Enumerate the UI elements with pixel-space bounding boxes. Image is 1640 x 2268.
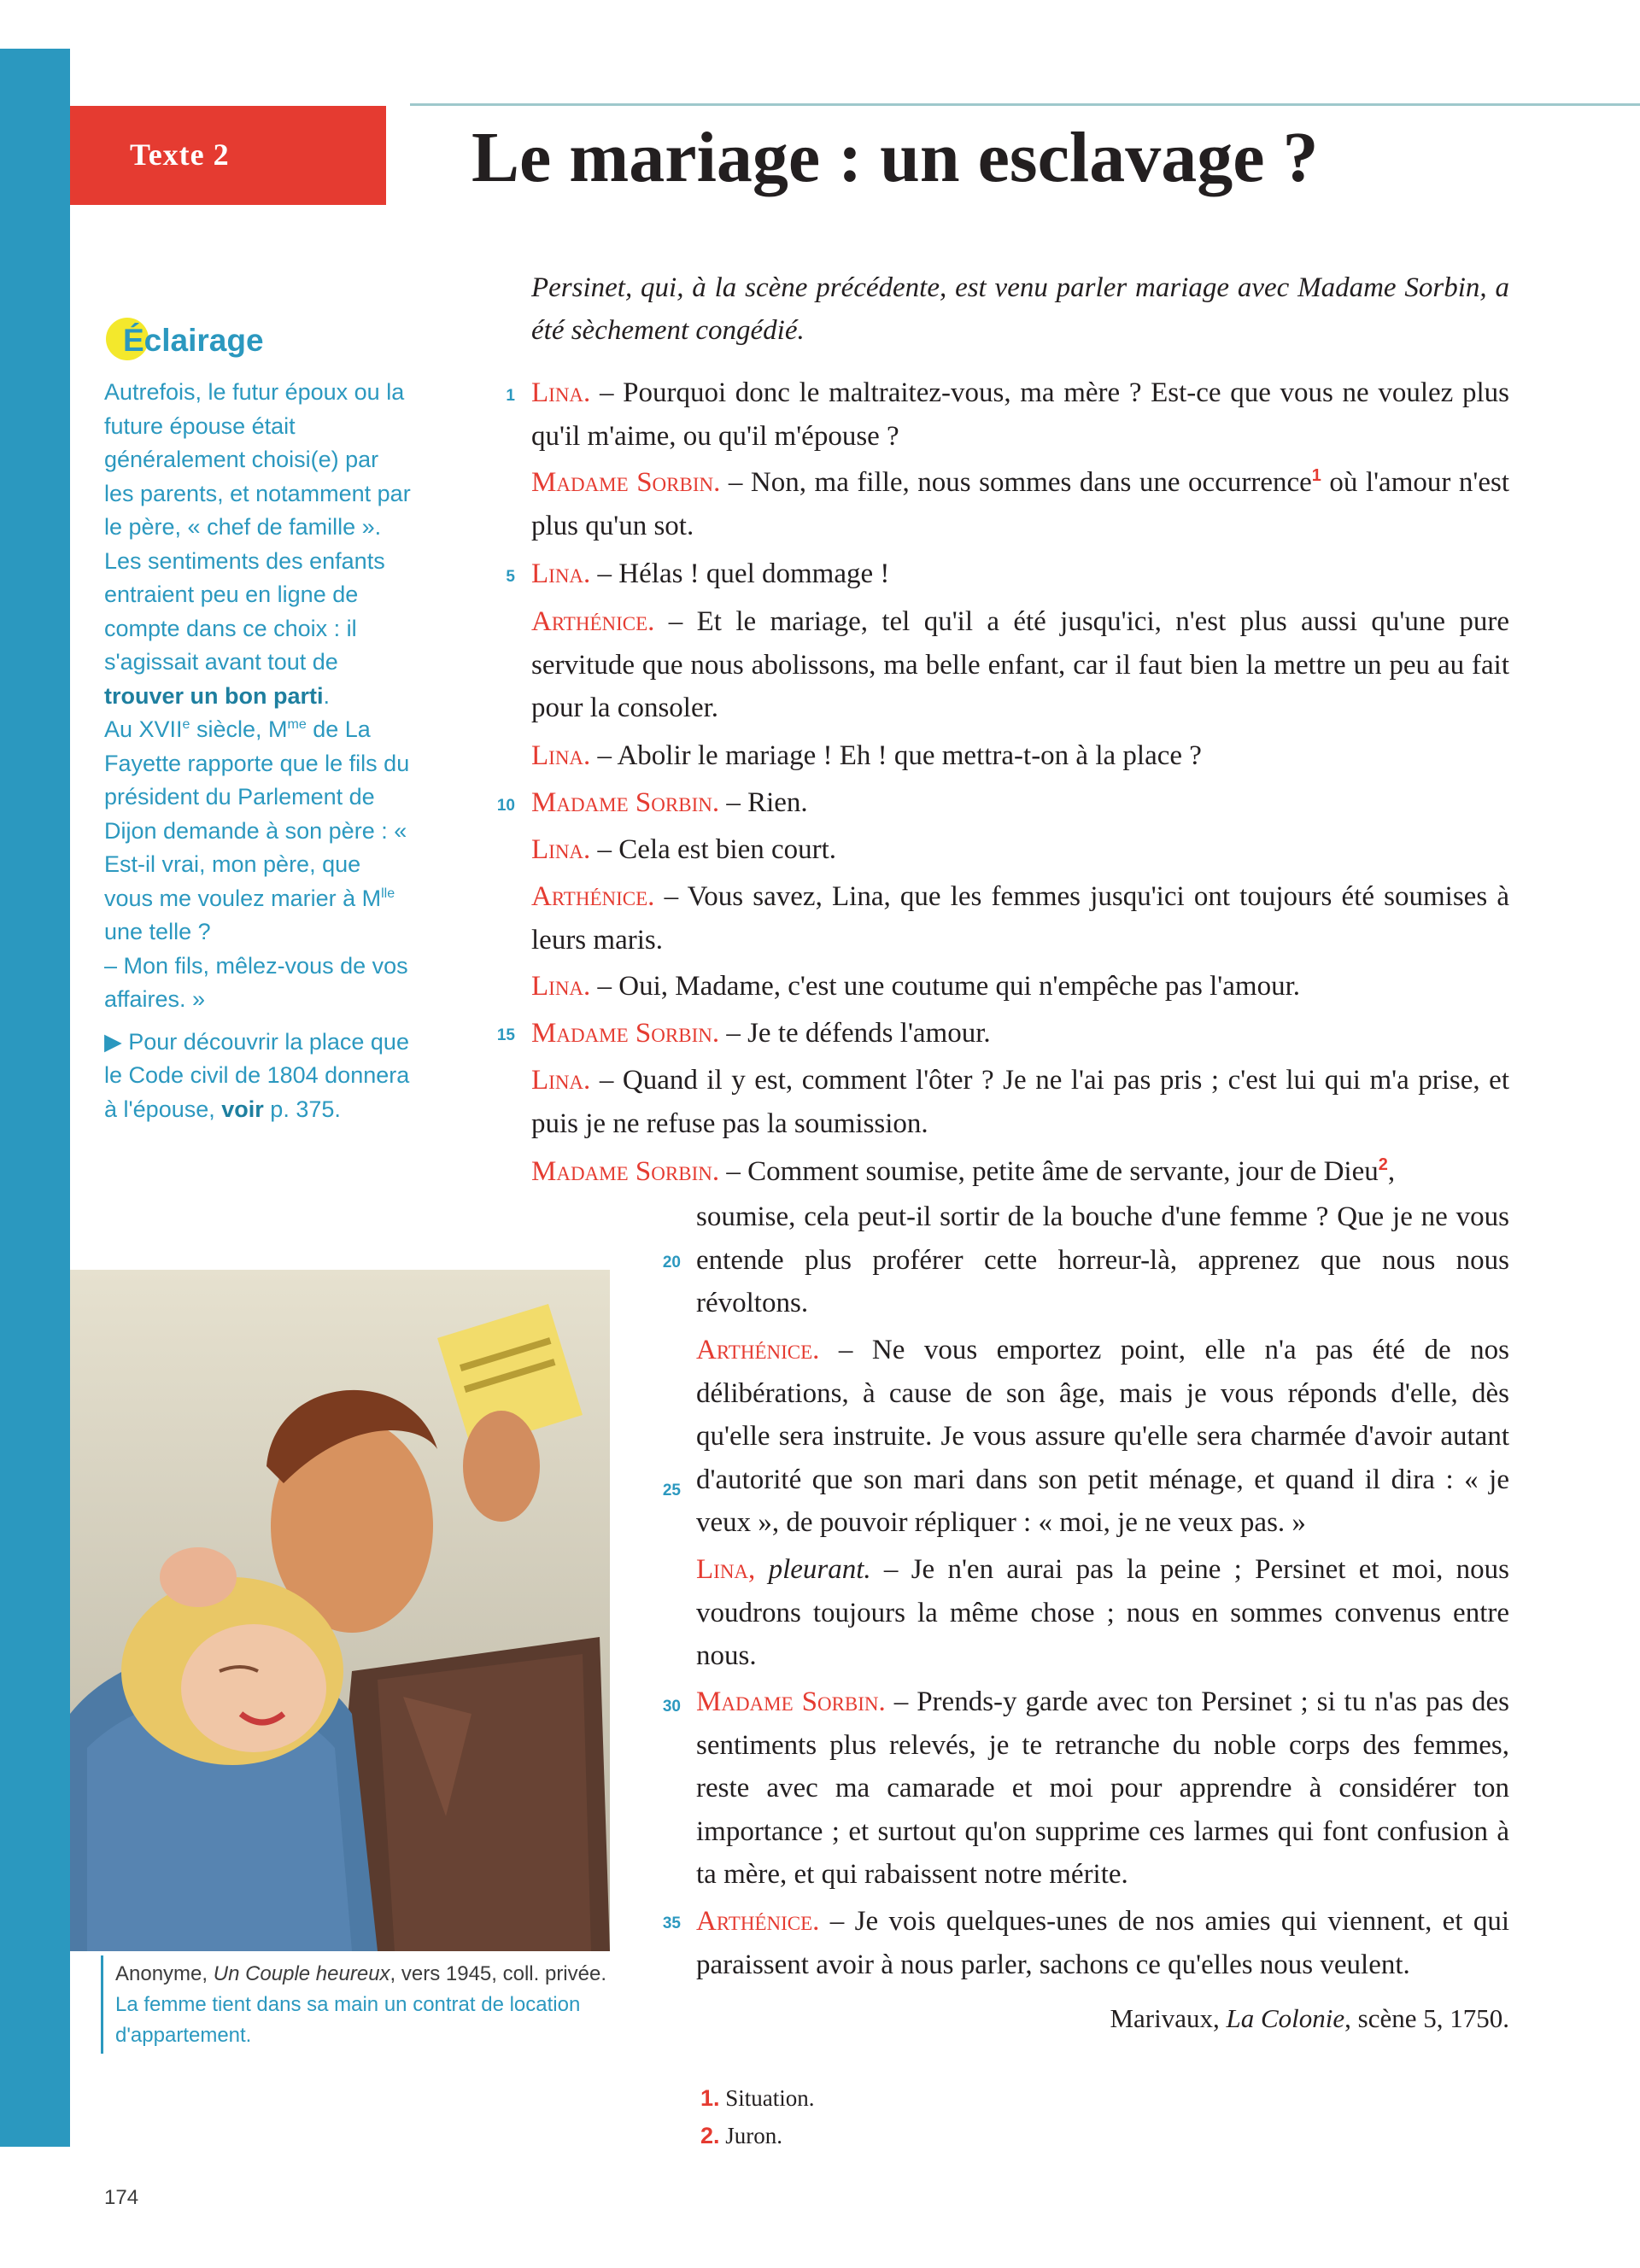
dialogue-line — [531, 1150, 1509, 1194]
dialogue-text: – Hélas ! quel dommage ! — [590, 558, 890, 589]
couple-illustration — [70, 1270, 610, 1951]
dialogue-line — [531, 828, 1509, 872]
footnotes — [700, 2079, 815, 2154]
cross-reference — [104, 1026, 412, 1127]
dialogue-text: – Prends-y garde avec ton Persinet ; si tu n'as pas des sentiments plus relevés, je te retranche du noble corps des femmes, reste avec ma camarade et moi pour apprendre à considérer ton importance ; et surtout qu'on supprime ces larmes qui font confusion à ta mère, et qui rabaissent notre mérite. — [696, 1686, 1509, 1890]
footnote-marker[interactable]: 2 — [1378, 1155, 1388, 1174]
dialogue-line — [531, 461, 1509, 547]
source-author: Marivaux, — [1110, 2003, 1227, 2033]
cross-reference-link[interactable]: voir — [221, 1096, 264, 1122]
dialogue-line — [531, 552, 1509, 596]
eclairage-text: de La Fayette rapporte que le fils du président du Parlement de Dijon demande à son père : « Est-il vrai, mon père, que vous me voulez marier à M — [104, 716, 410, 911]
speaker-name: Madame Sorbin. — [531, 467, 721, 498]
footnote — [700, 2079, 815, 2117]
dialogue-text: – Pourquoi donc le maltraitez-vous, ma mère ? Est-ce que vous ne voulez plus qu'il m'aime, ou qu'il m'épouse ? — [531, 377, 1509, 452]
dialogue-text: – Cela est bien court. — [590, 834, 837, 865]
footnote-marker[interactable]: 1 — [1311, 466, 1321, 485]
dialogue-line — [696, 1548, 1509, 1678]
footnote — [700, 2117, 815, 2154]
speaker-name: Lina. — [531, 834, 591, 865]
speaker-name: Madame Sorbin. — [696, 1686, 886, 1717]
eclairage-text: siècle, M — [190, 716, 288, 742]
speaker-name: Madame Sorbin. — [531, 1156, 720, 1187]
eclairage-heading — [104, 318, 412, 365]
dialogue-line — [531, 781, 1509, 825]
dialogue-text: soumise, cela peut-il sortir de la bouche d'une femme ? Que je ne vous entende plus proférer cette horreur-là, apprenez que nous nous révoltons. — [696, 1201, 1509, 1318]
dialogue-text: où l'amour n'est plus qu'un sot. — [531, 467, 1509, 541]
eclairage-title: Éclairage — [123, 323, 264, 358]
eclairage-paragraph-1 — [104, 376, 412, 713]
dialogue-text: – Quand il y est, comment l'ôter ? Je ne l'ai pas pris ; c'est lui qui m'a prise, et puis je ne refuse pas la soumission. — [531, 1065, 1509, 1139]
dialogue-text: , — [1387, 1156, 1396, 1187]
eclairage-text: Pour découvrir la place que le Code civil de 1804 donnera à l'épouse, — [104, 1028, 410, 1122]
left-margin-bar — [0, 49, 70, 2147]
eclairage-text: . — [323, 682, 331, 709]
speaker-name: Lina. — [531, 1065, 591, 1096]
superscript: lle — [381, 886, 395, 901]
footnote-number: 2. — [700, 2123, 720, 2148]
line-number: 30 — [662, 1698, 681, 1716]
dialogue-text: – Ne vous emportez point, elle n'a pas été de nos délibérations, à cause de son âge, mais je vous réponds d'elle, dès qu'elle sera instruite. Je vous assure qu'elle sera charmée d'avoir autant d'autorité que son mari dans son petit ménage, et quand il dira : « je veux », de pouvoir répliquer : « moi, je ne veux pas. » — [696, 1335, 1509, 1538]
eclairage-quote-reply: – Mon fils, mêlez-vous de vos affaires. » — [104, 952, 408, 1012]
dialogue-text: – Abolir le mariage ! Eh ! que mettra-t-on à la place ? — [590, 740, 1202, 771]
figure-credit — [115, 1959, 628, 1990]
speaker-name: Lina, — [696, 1554, 756, 1585]
dialogue-text: – Comment soumise, petite âme de servante, jour de Dieu — [719, 1156, 1379, 1187]
speaker-name: Madame Sorbin. — [531, 787, 720, 818]
source-details: , scène 5, 1750. — [1344, 2003, 1509, 2033]
figure-legend: La femme tient dans sa main un contrat de location d'appartement. — [115, 1993, 581, 2047]
dialogue-line — [531, 1012, 1509, 1055]
speaker-name: Arthénice. — [696, 1335, 820, 1365]
pointer-triangle-icon: ▶ — [104, 1028, 122, 1055]
source-citation — [1110, 2003, 1509, 2034]
dialogue-line — [531, 734, 1509, 778]
eclairage-sidebar — [104, 318, 412, 1126]
dialogue-line — [531, 371, 1509, 458]
eclairage-text: une telle ? — [104, 919, 211, 944]
credit-author: Anonyme, — [115, 1962, 214, 1985]
line-number: 5 — [506, 568, 515, 586]
couple-painting-image — [70, 1270, 610, 1951]
speaker-name: Arthénice. — [531, 881, 655, 912]
line-number: 35 — [662, 1914, 681, 1932]
line-number: 15 — [496, 1026, 515, 1044]
page-number: 174 — [104, 2186, 139, 2209]
superscript: me — [287, 717, 307, 732]
footnote-number: 1. — [700, 2085, 720, 2111]
line-number: 25 — [662, 1482, 681, 1499]
dialogue-line — [531, 1059, 1509, 1145]
footnote-text: Juron. — [719, 2123, 783, 2148]
caption-rule — [101, 1955, 103, 2054]
line-number: 10 — [496, 797, 515, 815]
speaker-name: Lina. — [531, 558, 591, 589]
line-number: 20 — [662, 1254, 681, 1271]
text-tag-label: Texte 2 — [130, 137, 230, 172]
dialogue-line — [696, 1900, 1509, 1986]
dialogue-text: – Je te défends l'amour. — [719, 1018, 991, 1049]
credit-details: , vers 1945, coll. privée. — [390, 1962, 606, 1985]
footnote-text: Situation. — [719, 2085, 815, 2111]
dialogue-line — [696, 1195, 1509, 1325]
dialogue-text: – Rien. — [719, 787, 808, 818]
source-work: La Colonie — [1226, 2003, 1345, 2033]
eclairage-paragraph-2 — [104, 713, 412, 950]
dialogue-text: – Et le mariage, tel qu'il a été jusqu'ici, n'est plus aussi qu'une pure servitude que nous abolissons, ma belle enfant, car il faut bien la mettre un peu au fait pour la consoler. — [531, 606, 1509, 723]
speaker-name: Arthénice. — [696, 1906, 820, 1937]
speaker-name: Lina. — [531, 740, 591, 771]
dialogue-text: – Je n'en aurai pas la peine ; Persinet et moi, nous voudrons toujours la même chose ; nous en sommes convenus entre nous. — [696, 1554, 1510, 1671]
dialogue-line — [696, 1329, 1509, 1545]
line-number: 1 — [506, 387, 515, 405]
eclairage-text: Autrefois, le futur époux ou la future épouse était généralement choisi(e) par les parents, et notamment par le père, « chef de famille ». Les sentiments des enfants entraient peu en ligne de compte dans ce choix : il s'agissait avant tout de — [104, 379, 411, 675]
stage-direction: pleurant. — [768, 1554, 871, 1585]
dialogue-text: – Vous savez, Lina, que les femmes jusqu'ici ont toujours été soumises à leurs maris. — [531, 881, 1509, 956]
dialogue-line — [696, 1681, 1509, 1897]
speaker-name: Lina. — [531, 971, 591, 1002]
scene-introduction: Persinet, qui, à la scène précédente, est venu parler mariage avec Madame Sorbin, a été sèchement congédié. — [531, 272, 1509, 346]
page-title: Le mariage : un esclavage ? — [472, 118, 1319, 197]
eclairage-text: p. 375. — [263, 1096, 341, 1122]
dialogue-line — [531, 965, 1509, 1008]
figure-caption — [115, 1959, 628, 2051]
superscript: e — [182, 717, 190, 732]
dialogue-line — [531, 600, 1509, 730]
dialogue-text: – Je vois quelques-unes de nos amies qui viennent, et qui paraissent avoir à nous parler, sachons ce qu'elles nous veulent. — [696, 1906, 1509, 1980]
speaker-name: Arthénice. — [531, 606, 655, 637]
text-tag — [70, 106, 386, 205]
eclairage-keyword: trouver un bon parti — [104, 682, 324, 709]
header-rule — [410, 103, 1640, 106]
speaker-name: Madame Sorbin. — [531, 1018, 720, 1049]
speaker-name: Lina. — [531, 377, 591, 408]
dialogue-line — [531, 875, 1509, 962]
dialogue-text: – Oui, Madame, c'est une coutume qui n'empêche pas l'amour. — [590, 971, 1300, 1002]
dialogue-text: – Non, ma fille, nous sommes dans une occurrence — [720, 467, 1312, 498]
eclairage-text: Au XVII — [104, 716, 183, 742]
credit-work-title: Un Couple heureux — [213, 1962, 390, 1985]
